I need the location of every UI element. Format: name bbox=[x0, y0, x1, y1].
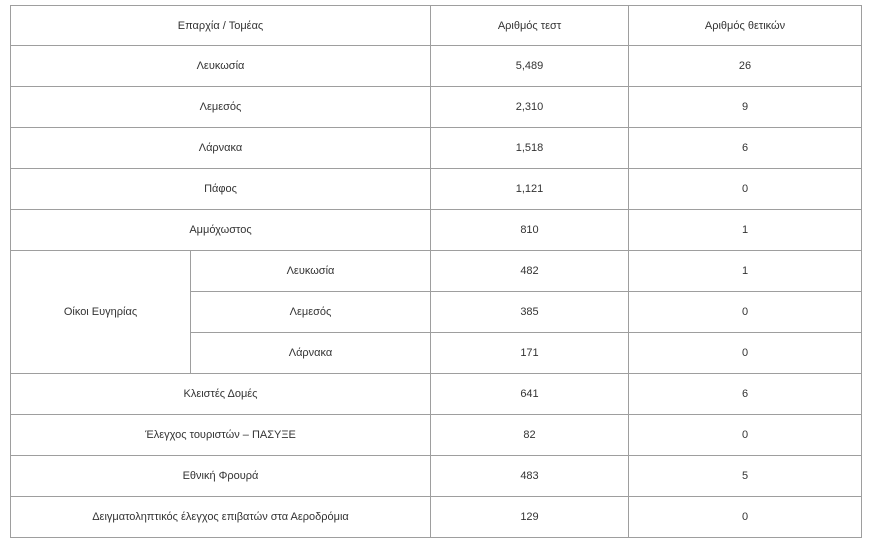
row-tests: 482 bbox=[431, 251, 629, 292]
header-region: Επαρχία / Τομέας bbox=[11, 6, 431, 46]
row-label: Λεμεσός bbox=[11, 87, 431, 128]
row-tests: 483 bbox=[431, 456, 629, 497]
subrow-label: Λεμεσός bbox=[191, 292, 431, 333]
row-tests: 1,121 bbox=[431, 169, 629, 210]
row-label: Πάφος bbox=[11, 169, 431, 210]
table-row bbox=[11, 128, 862, 169]
row-tests: 171 bbox=[431, 333, 629, 374]
table-row bbox=[11, 169, 862, 210]
row-tests: 82 bbox=[431, 415, 629, 456]
table-row bbox=[11, 210, 862, 251]
row-positives: 5 bbox=[629, 456, 862, 497]
test-results-table bbox=[10, 5, 862, 538]
row-tests: 641 bbox=[431, 374, 629, 415]
row-label: Δειγματοληπτικός έλεγχος επιβατών στα Αεροδρόμια bbox=[11, 497, 431, 538]
row-positives: 0 bbox=[629, 497, 862, 538]
row-label: Κλειστές Δομές bbox=[11, 374, 431, 415]
table-row bbox=[11, 46, 862, 87]
table-row bbox=[11, 87, 862, 128]
row-label: Έλεγχος τουριστών – ΠΑΣΥΞΕ bbox=[11, 415, 431, 456]
table-header-row bbox=[11, 6, 862, 46]
row-positives: 0 bbox=[629, 169, 862, 210]
header-tests: Αριθμός τεστ bbox=[431, 6, 629, 46]
row-tests: 1,518 bbox=[431, 128, 629, 169]
row-tests: 385 bbox=[431, 292, 629, 333]
row-positives: 0 bbox=[629, 333, 862, 374]
row-label: Αμμόχωστος bbox=[11, 210, 431, 251]
row-positives: 0 bbox=[629, 292, 862, 333]
row-positives: 1 bbox=[629, 210, 862, 251]
row-label: Εθνική Φρουρά bbox=[11, 456, 431, 497]
table-row bbox=[11, 415, 862, 456]
row-positives: 9 bbox=[629, 87, 862, 128]
row-tests: 129 bbox=[431, 497, 629, 538]
table-row bbox=[11, 251, 862, 292]
row-positives: 6 bbox=[629, 128, 862, 169]
row-positives: 6 bbox=[629, 374, 862, 415]
table-row bbox=[11, 374, 862, 415]
row-positives: 1 bbox=[629, 251, 862, 292]
group-label: Οίκοι Ευγηρίας bbox=[11, 251, 191, 374]
header-positives: Αριθμός θετικών bbox=[629, 6, 862, 46]
row-label: Λευκωσία bbox=[11, 46, 431, 87]
table-row bbox=[11, 497, 862, 538]
row-tests: 5,489 bbox=[431, 46, 629, 87]
row-tests: 2,310 bbox=[431, 87, 629, 128]
row-tests: 810 bbox=[431, 210, 629, 251]
row-positives: 0 bbox=[629, 415, 862, 456]
row-positives: 26 bbox=[629, 46, 862, 87]
row-label: Λάρνακα bbox=[11, 128, 431, 169]
table-row bbox=[11, 456, 862, 497]
subrow-label: Λάρνακα bbox=[191, 333, 431, 374]
subrow-label: Λευκωσία bbox=[191, 251, 431, 292]
